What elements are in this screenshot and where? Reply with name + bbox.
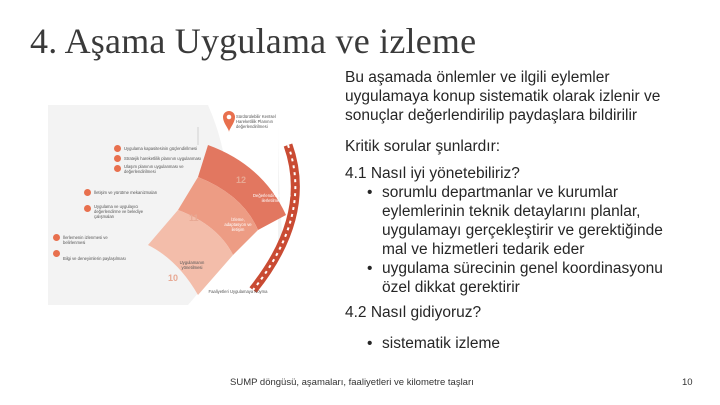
activity-item: Uygulama kapasitesinin güçlendirilmesi bbox=[124, 146, 198, 151]
question-4-2-bullets bbox=[345, 334, 690, 353]
activity-item: Ulaşım planının uygulanması ve değerlendirilmesi bbox=[124, 164, 184, 174]
question-4-1: 4.1 Nasıl iyi yönetebiliriz? bbox=[345, 165, 520, 182]
bullet-dot: • bbox=[367, 335, 373, 352]
segment-label: İzleme, adaptasyon ve iletişim bbox=[224, 217, 252, 232]
body-text bbox=[345, 68, 690, 353]
milestone-label: Sürdürülebilir Kentsel Hareketlilik Planının değerlendirilmesi bbox=[236, 114, 276, 129]
critical-questions-heading: Kritik sorular şunlardır: bbox=[345, 138, 501, 155]
slide-title: 4. Aşama Uygulama ve izleme bbox=[30, 21, 477, 61]
bullet-item bbox=[345, 334, 690, 353]
question-4-2: 4.2 Nasıl gidiyoruz? bbox=[345, 304, 482, 321]
bullet-dot: • bbox=[367, 260, 373, 277]
activity-item: İlerlemenin izlenmesi ve belirlenmesi bbox=[63, 235, 108, 245]
bullet-item bbox=[345, 183, 690, 259]
activity-item: Stratejik hareketlilik planının uygulanması bbox=[124, 156, 202, 161]
segment-label: Uygulamanın yönetilmesi bbox=[179, 260, 205, 270]
item-dot bbox=[53, 250, 60, 257]
bullet-dot: • bbox=[367, 184, 373, 201]
bullet-item bbox=[345, 259, 690, 297]
item-dot bbox=[114, 155, 121, 162]
bullet-text: uygulama sürecinin genel koordinasyonu özel dikkat gerektirir bbox=[382, 260, 663, 296]
bullet-text: sistematik izleme bbox=[382, 335, 500, 352]
page-number: 10 bbox=[682, 377, 693, 388]
activity-item: Bilgi ve deneyimlerin paylaşılması bbox=[63, 256, 126, 261]
activity-item: Uygulama ve uygulayıcı değerlendirme ve belediye çalışmaları bbox=[94, 204, 144, 219]
intro-paragraph: Bu aşamada önlemler ve ilgili eylemler uygulamaya konup sistematik olarak izlenir ve sonuçlar değerlendirilip paydaşlara bildirilir bbox=[345, 69, 661, 124]
segment-label: Değerlendirilmesi ve ilerletilmesi bbox=[253, 193, 291, 203]
activity-item: İletişim ve yürütme mekanizmaları bbox=[94, 190, 158, 195]
item-dot bbox=[53, 234, 60, 241]
phase-number: 11 bbox=[189, 213, 199, 223]
question-4-1-bullets bbox=[345, 183, 690, 297]
sump-cycle-graphic bbox=[48, 105, 343, 305]
milestone-pin-center bbox=[227, 115, 232, 120]
figure-caption: SUMP döngüsü, aşamaları, faaliyetleri ve kilometre taşları bbox=[230, 377, 474, 388]
item-dot bbox=[114, 145, 121, 152]
item-dot bbox=[84, 189, 91, 196]
item-dot bbox=[84, 205, 91, 212]
bullet-text: sorumlu departmanlar ve kurumlar eylemlerinin teknik detaylarını planlar, uygulamayı gerçekleştirir ve gerektiğinde mal ve hizmetleri tedarik eder bbox=[382, 184, 663, 258]
sump-cycle-figure bbox=[48, 105, 343, 305]
phase-number: 12 bbox=[236, 175, 247, 185]
bottom-label: Faaliyetleri Uygulamaya Koyma bbox=[208, 289, 268, 294]
item-dot bbox=[114, 165, 121, 172]
phase-number: 10 bbox=[168, 273, 179, 283]
